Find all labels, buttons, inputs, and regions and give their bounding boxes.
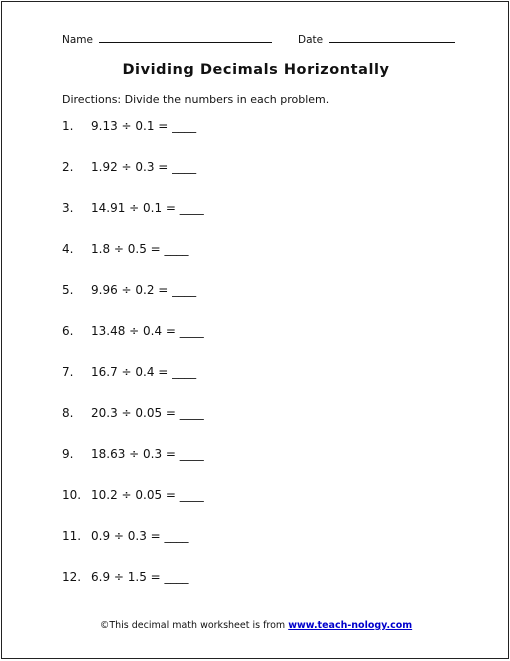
problem-expression: 18.63 ÷ 0.3 = ____: [91, 447, 204, 461]
worksheet-page: [1, 1, 509, 659]
problem-item: [62, 282, 204, 323]
problem-expression: 14.91 ÷ 0.1 = ____: [91, 201, 204, 215]
problem-item: [62, 118, 204, 159]
date-fill-line: [329, 32, 455, 43]
name-date-header: [62, 32, 462, 46]
name-label: Name: [62, 34, 93, 46]
problem-item: [62, 159, 204, 200]
problem-number: 1.: [62, 119, 74, 133]
problem-expression: 16.7 ÷ 0.4 = ____: [91, 365, 197, 379]
directions: Directions: Divide the numbers in each problem.: [62, 93, 330, 106]
problem-number: 6.: [62, 324, 74, 338]
problem-item: [62, 446, 204, 487]
problem-item: [62, 364, 204, 405]
problem-number: 3.: [62, 201, 74, 215]
problem-expression: 13.48 ÷ 0.4 = ____: [91, 324, 204, 338]
problem-expression: 9.13 ÷ 0.1 = ____: [91, 119, 197, 133]
problem-expression: 0.9 ÷ 0.3 = ____: [91, 529, 189, 543]
problem-number: 5.: [62, 283, 74, 297]
problem-item: [62, 241, 204, 282]
problem-list: [62, 118, 204, 610]
footer-credit: [2, 620, 510, 631]
problem-number: 10.: [62, 488, 82, 502]
problem-number: 4.: [62, 242, 74, 256]
problem-expression: 6.9 ÷ 1.5 = ____: [91, 570, 189, 584]
problem-item: [62, 528, 204, 569]
name-field[interactable]: [62, 32, 272, 47]
problem-expression: 20.3 ÷ 0.05 = ____: [91, 406, 204, 420]
date-field[interactable]: [298, 32, 455, 47]
problem-item: [62, 200, 204, 241]
problem-number: 11.: [62, 529, 82, 543]
worksheet-title: Dividing Decimals Horizontally: [122, 62, 390, 78]
problem-expression: 9.96 ÷ 0.2 = ____: [91, 283, 197, 297]
problem-number: 9.: [62, 447, 74, 461]
name-fill-line: [99, 32, 272, 43]
problem-expression: 10.2 ÷ 0.05 = ____: [91, 488, 204, 502]
problem-item: [62, 487, 204, 528]
date-label: Date: [298, 34, 324, 46]
footer-text: ©This decimal math worksheet is from: [99, 620, 289, 631]
problem-item: [62, 405, 204, 446]
problem-expression: 1.8 ÷ 0.5 = ____: [91, 242, 189, 256]
problem-number: 12.: [62, 570, 82, 584]
problem-item: [62, 323, 204, 364]
problem-expression: 1.92 ÷ 0.3 = ____: [91, 160, 197, 174]
problem-number: 2.: [62, 160, 74, 174]
footer-link[interactable]: www.teach-nology.com: [288, 620, 413, 631]
problem-item: [62, 569, 204, 610]
problem-number: 7.: [62, 365, 74, 379]
problem-number: 8.: [62, 406, 74, 420]
